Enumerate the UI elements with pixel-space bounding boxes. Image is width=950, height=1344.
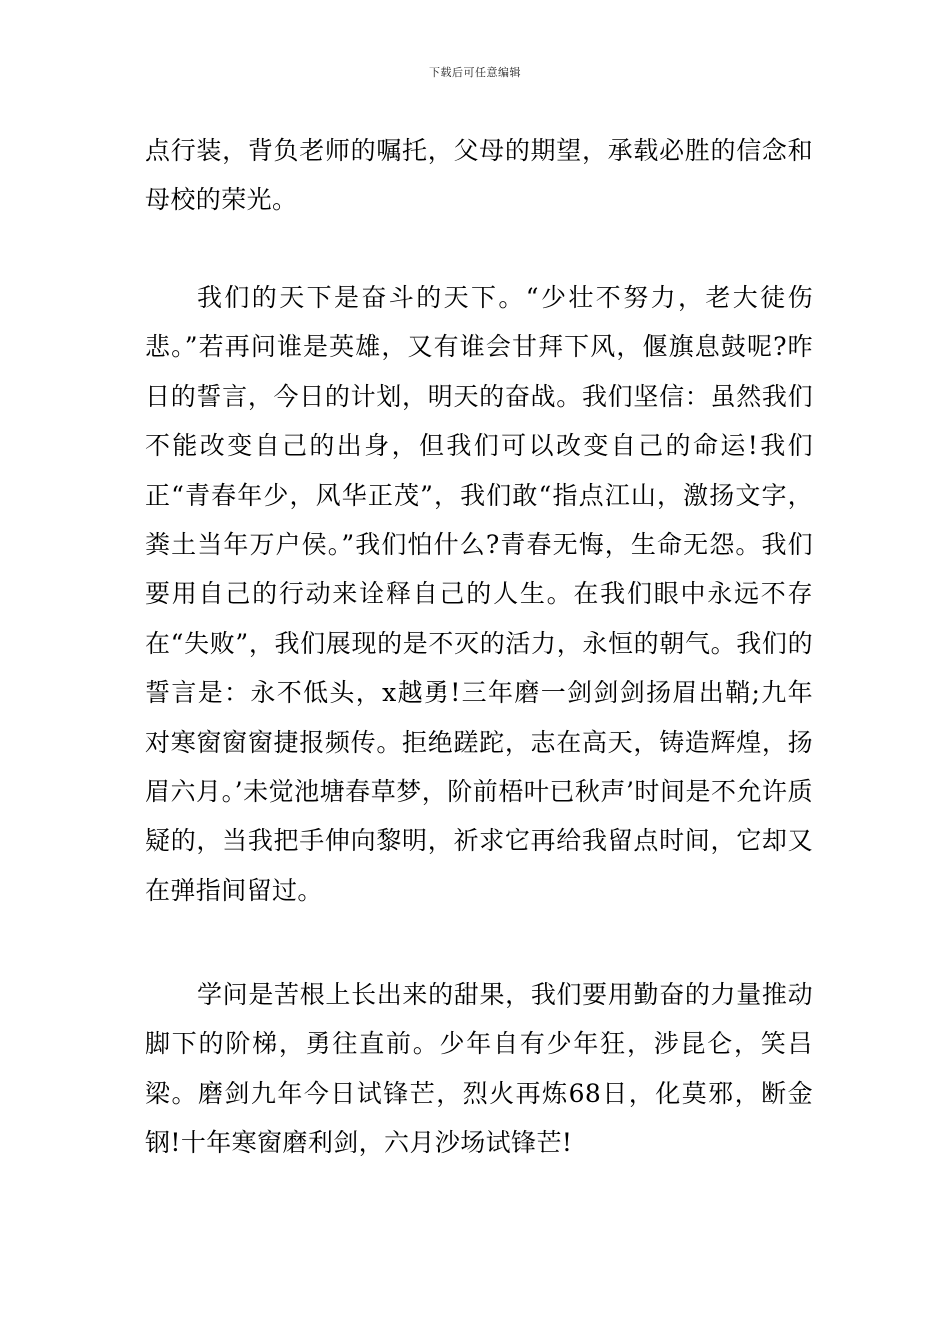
paragraph-1: 点行装，背负老师的嘱托，父母的期望，承载必胜的信念和母校的荣光。 [145, 136, 813, 215]
paragraph-3: 学问是苦根上长出来的甜果，我们要用勤奋的力量推动脚下的阶梯，勇往直前。少年自有少年狂，涉昆仑，笑吕梁。磨剑九年今日试锋芒，烈火再炼68日，化莫邪，断金钢!十年寒窗磨利剑，六月沙场试锋芒! [145, 980, 813, 1158]
page-header: 下载后可任意编辑 [429, 66, 521, 79]
paragraph-2: 我们的天下是奋斗的天下。“少壮不努力，老大徒伤悲。”若再问谁是英雄，又有谁会甘拜下风，偃旗息鼓呢?昨日的誓言，今日的计划，明天的奋战。我们坚信：虽然我们不能改变自己的出身，但我们可以改变自己的命运!我们正“青春年少，风华正茂”，我们敢“指点江山，激扬文字，粪土当年万户侯。”我们怕什么?青春无悔，生命无怨。我们要用自己的行动来诠释自己的人生。在我们眼中永远不存在“失败”，我们展现的是不灭的活力，永恒的朝气。我们的誓言是：永不低头，x越勇!三年磨一剑剑剑扬眉出鞘;九年对寒窗窗窗捷报频传。拒绝蹉跎，志在高天，铸造辉煌，扬眉六月。’未觉池塘春草梦，阶前梧叶已秋声’时间是不允许质疑的，当我把手伸向黎明，祈求它再给我留点时间，它却又在弹指间留过。 [145, 283, 813, 905]
